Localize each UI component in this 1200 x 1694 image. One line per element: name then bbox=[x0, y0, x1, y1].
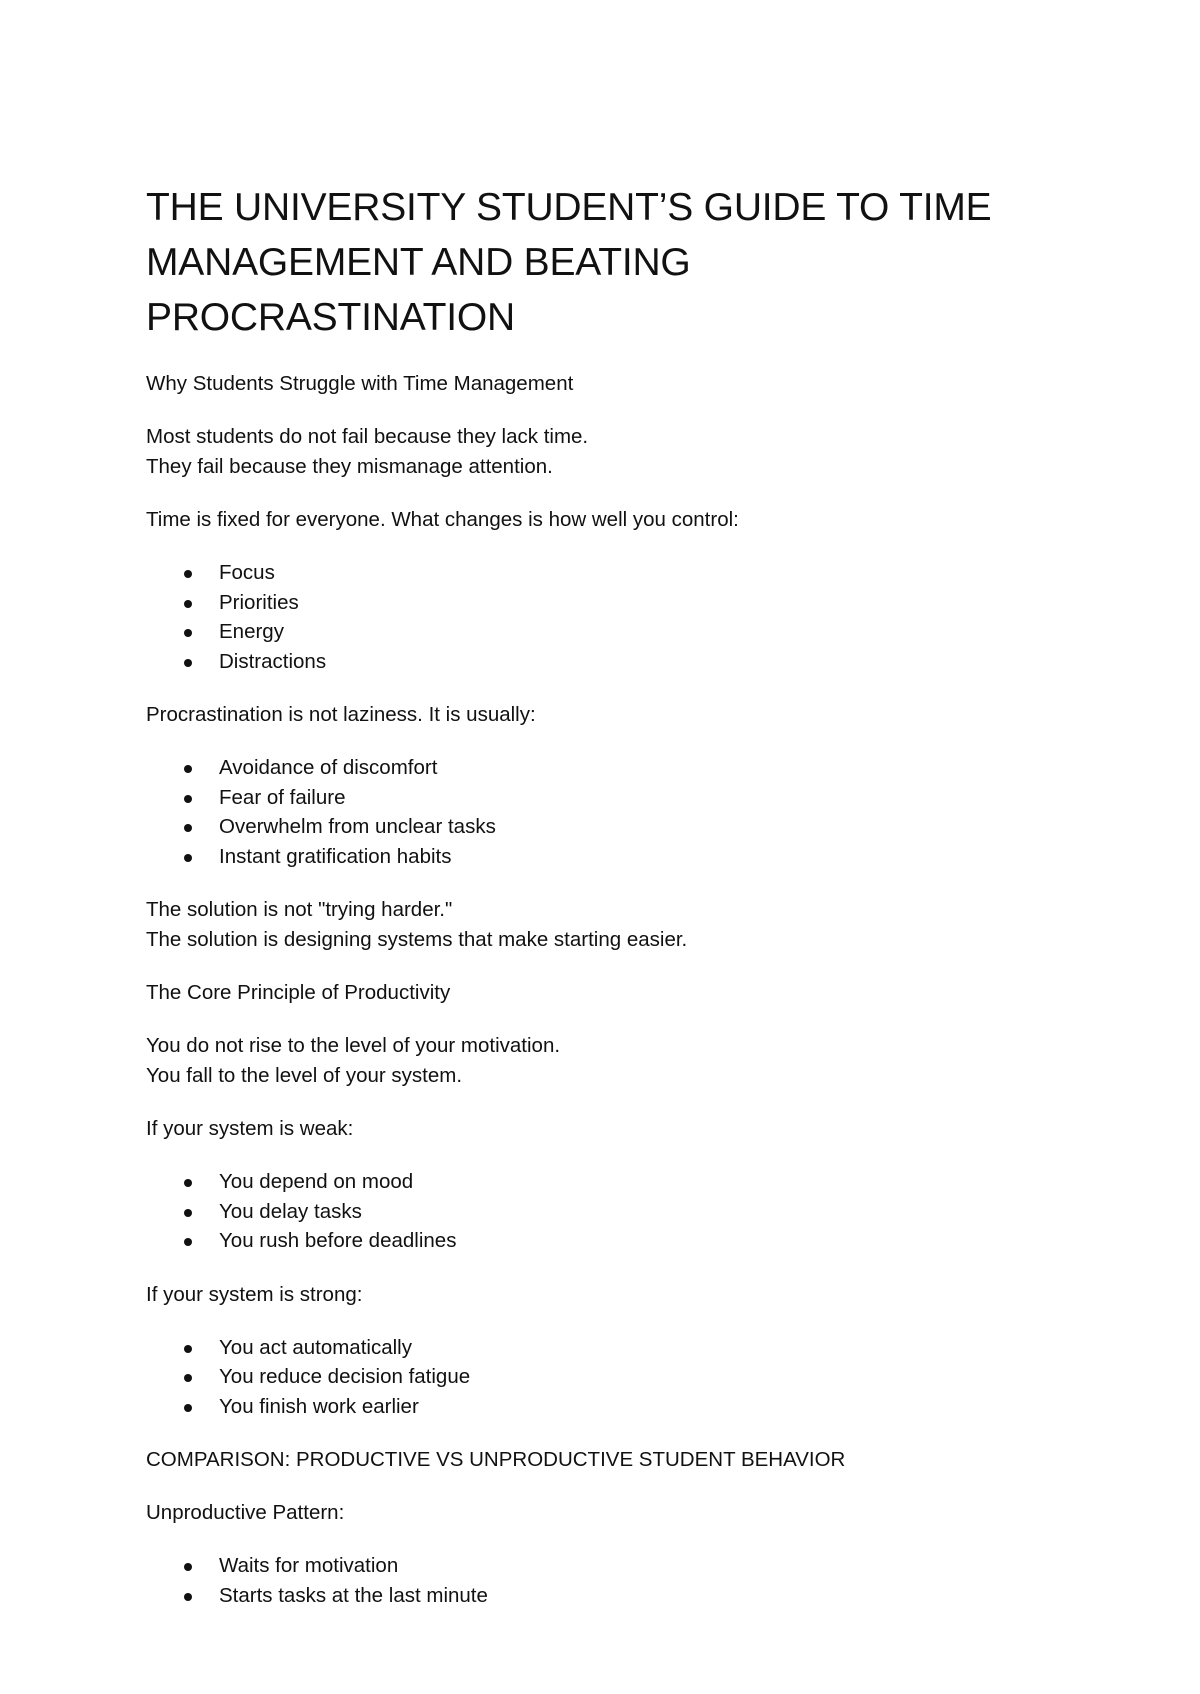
list-item-text: Starts tasks at the last minute bbox=[219, 1583, 488, 1607]
procrastination-causes-list bbox=[146, 753, 1046, 871]
list-item bbox=[146, 1333, 1046, 1363]
paragraph-system-strong: If your system is strong: bbox=[146, 1282, 363, 1306]
control-list bbox=[146, 558, 1046, 676]
paragraph-line: The solution is designing systems that make starting easier. bbox=[146, 928, 688, 951]
list-item-text: You finish work earlier bbox=[219, 1394, 419, 1418]
list-item bbox=[146, 1362, 1046, 1392]
paragraph-procrastination: Procrastination is not laziness. It is usually: bbox=[146, 703, 536, 726]
list-item bbox=[146, 753, 1046, 783]
bullet-icon bbox=[184, 1563, 192, 1571]
paragraph-time-fixed: Time is fixed for everyone. What changes is how well you control: bbox=[146, 508, 739, 531]
list-item bbox=[146, 558, 1046, 588]
list-item bbox=[146, 1551, 1046, 1581]
list-item-text: You rush before deadlines bbox=[219, 1229, 457, 1252]
bullet-icon bbox=[184, 659, 192, 667]
bullet-icon bbox=[184, 1593, 192, 1601]
section-heading-comparison: COMPARISON: PRODUCTIVE VS UNPRODUCTIVE STUDENT BEHAVIOR bbox=[146, 1448, 846, 1471]
unproductive-pattern-list bbox=[146, 1551, 1046, 1610]
bullet-icon bbox=[184, 1179, 192, 1187]
document-title bbox=[146, 180, 1046, 345]
paragraph-motivation bbox=[146, 1031, 1046, 1091]
bullet-icon bbox=[184, 824, 192, 832]
section-heading-core-principle: The Core Principle of Productivity bbox=[146, 981, 451, 1004]
list-item-text: You reduce decision fatigue bbox=[219, 1365, 471, 1388]
document-body bbox=[146, 180, 1046, 1634]
list-item bbox=[146, 842, 1046, 872]
list-item bbox=[146, 647, 1046, 677]
list-item-text: Avoidance of discomfort bbox=[219, 756, 438, 779]
list-item bbox=[146, 1197, 1046, 1227]
list-item-text: You act automatically bbox=[219, 1335, 412, 1359]
bullet-icon bbox=[184, 765, 192, 773]
title-line: MANAGEMENT AND BEATING bbox=[146, 241, 691, 284]
paragraph-line: Most students do not fail because they lack time. bbox=[146, 425, 589, 448]
title-line: THE UNIVERSITY STUDENT’S GUIDE TO TIME bbox=[146, 186, 992, 229]
bullet-icon bbox=[184, 570, 192, 578]
list-item bbox=[146, 1392, 1046, 1422]
bullet-icon bbox=[184, 1345, 192, 1353]
list-item-text: Waits for motivation bbox=[219, 1554, 399, 1577]
bullet-icon bbox=[184, 795, 192, 803]
strong-system-list bbox=[146, 1333, 1046, 1422]
bullet-icon bbox=[184, 1238, 192, 1246]
list-item bbox=[146, 1226, 1046, 1256]
list-item bbox=[146, 617, 1046, 647]
list-item bbox=[146, 588, 1046, 618]
paragraph-solution bbox=[146, 895, 1046, 955]
bullet-icon bbox=[184, 629, 192, 637]
bullet-icon bbox=[184, 1209, 192, 1217]
list-item-text: Energy bbox=[219, 620, 284, 643]
paragraph-line: They fail because they mismanage attention. bbox=[146, 455, 553, 478]
section-heading-time-management: Why Students Struggle with Time Management bbox=[146, 372, 574, 395]
bullet-icon bbox=[184, 854, 192, 862]
list-item-text: Distractions bbox=[219, 649, 327, 673]
bullet-icon bbox=[184, 1404, 192, 1412]
paragraph-line: You fall to the level of your system. bbox=[146, 1064, 463, 1087]
paragraph-system-weak: If your system is weak: bbox=[146, 1117, 354, 1140]
paragraph-unproductive-pattern: Unproductive Pattern: bbox=[146, 1501, 345, 1524]
list-item-text: Overwhelm from unclear tasks bbox=[219, 815, 496, 838]
list-item-text: Instant gratification habits bbox=[219, 844, 452, 868]
list-item bbox=[146, 1167, 1046, 1197]
list-item bbox=[146, 783, 1046, 813]
weak-system-list bbox=[146, 1167, 1046, 1256]
list-item-text: Focus bbox=[219, 561, 275, 584]
list-item bbox=[146, 812, 1046, 842]
paragraph-line: You do not rise to the level of your motivation. bbox=[146, 1034, 561, 1057]
bullet-icon bbox=[184, 1374, 192, 1382]
list-item-text: Priorities bbox=[219, 590, 299, 614]
list-item bbox=[146, 1581, 1046, 1611]
paragraph-line: The solution is not "trying harder." bbox=[146, 898, 453, 921]
bullet-icon bbox=[184, 600, 192, 608]
list-item-text: Fear of failure bbox=[219, 785, 346, 809]
title-line: PROCRASTINATION bbox=[146, 296, 515, 339]
list-item-text: You depend on mood bbox=[219, 1170, 414, 1193]
list-item-text: You delay tasks bbox=[219, 1199, 362, 1223]
paragraph-lack-time bbox=[146, 422, 1046, 482]
